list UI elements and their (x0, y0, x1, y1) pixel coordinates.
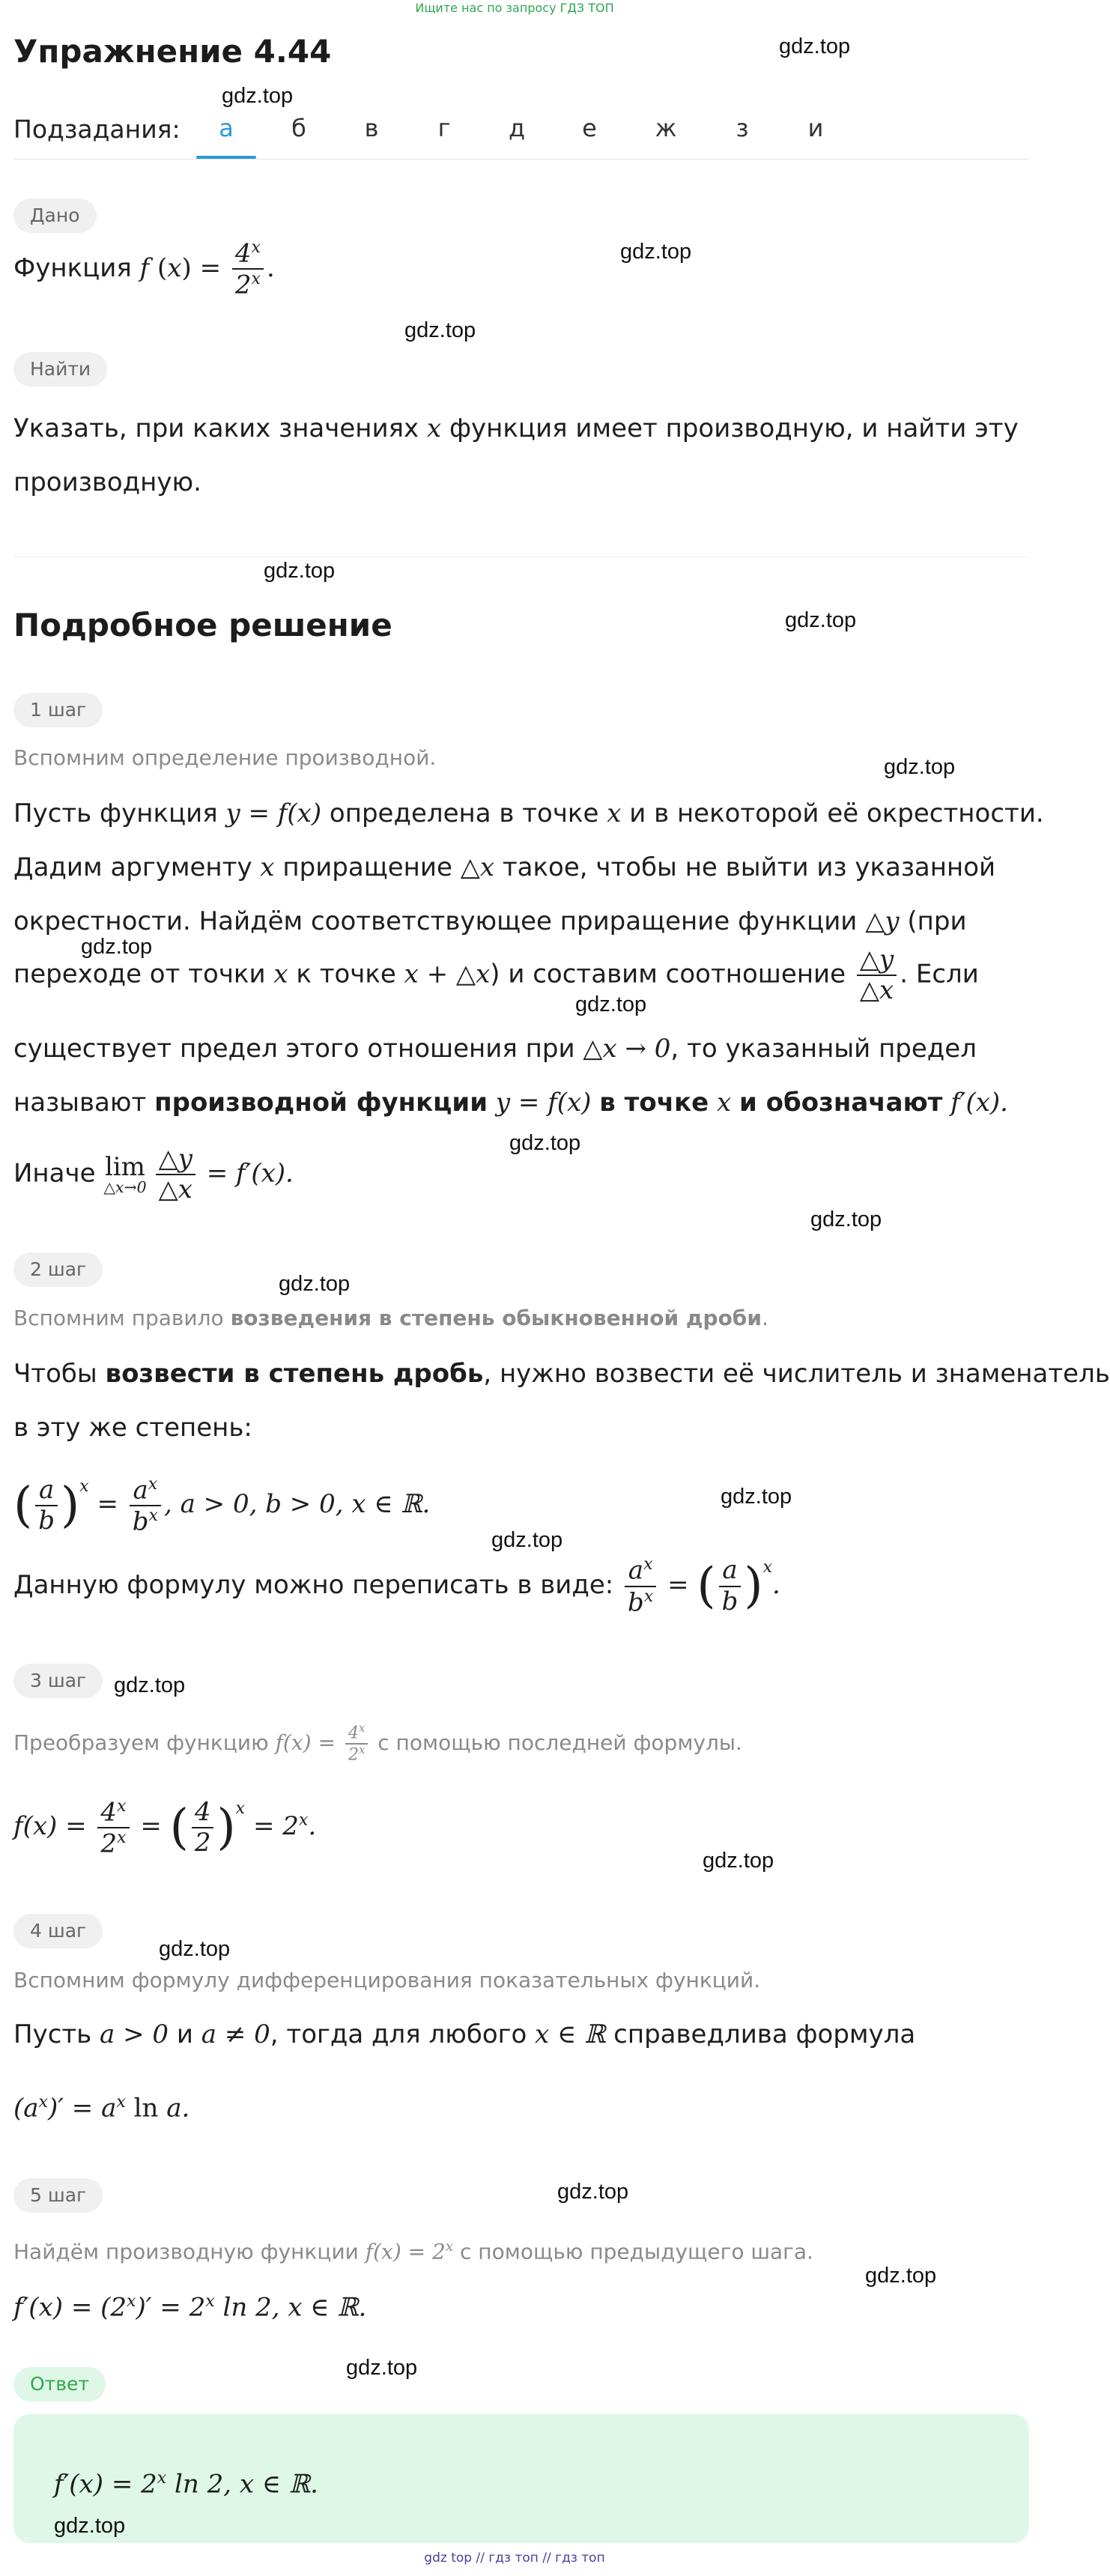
step-4-formula: $(a^x)' = a^x$ ln a. (13, 2092, 190, 2124)
tab-zh[interactable]: ж (655, 114, 677, 142)
top-banner: Ищите нас по запросу ГДЗ ТОП (415, 1, 614, 15)
watermark: gdz.top (159, 1937, 231, 1961)
step-1-line-3: окрестности. Найдём соответствующее приращение функции △y (при (13, 906, 967, 936)
watermark: gdz.top (54, 2514, 126, 2538)
step-1-intro: Вспомним определение производной. (13, 745, 437, 770)
step-1-line-4: переходе от точки x к точке x + △x) и составим соотношение $\frac{\triangle y}{\triangle x}$ . Если (13, 945, 979, 1006)
watermark: gdz.top (779, 34, 851, 58)
watermark: gdz.top (222, 84, 294, 108)
step-4-pill: 4 шаг (13, 1914, 103, 1948)
step-3-intro: Преобразуем функцию f(x) = $\frac{4^x}{2^x}$ с помощью последней формулы. (13, 1722, 742, 1765)
step-2-line-1: Чтобы возвести в степень дробь, нужно возвести её числитель и знаменатель (13, 1359, 1110, 1389)
step-2-pill: 2 шаг (13, 1252, 103, 1287)
given-formula: f (139, 252, 150, 283)
step-1-line-5: существует предел этого отношения при △x → 0, то указанный предел (13, 1034, 977, 1064)
step-5-intro: Найдём производную функции $f(x) = 2^x$ с помощью предыдущего шага. (13, 2239, 813, 2264)
step-2-line-2: в эту же степень: (13, 1413, 252, 1443)
watermark: gdz.top (575, 992, 647, 1016)
step-1-pill: 1 шаг (13, 693, 103, 727)
tab-v[interactable]: в (364, 114, 379, 142)
tab-d[interactable]: д (508, 114, 526, 142)
answer-pill: Ответ (13, 2367, 106, 2401)
watermark: gdz.top (491, 1528, 563, 1552)
step-1-line-1: Пусть функция y = f(x) определена в точке x и в некоторой её окрестности. (13, 798, 1044, 828)
step-1-line-7: Иначе lim △x→0 $\frac{\triangle y}{\triangle x}$ = f′(x). (13, 1144, 294, 1205)
given-prefix: Функция (13, 252, 140, 283)
page-title: Упражнение 4.44 (13, 33, 332, 70)
step-4-intro: Вспомним формулу дифференцирования показательных функций. (13, 1968, 761, 1992)
watermark: gdz.top (884, 755, 956, 779)
step-2-line-4: Данную формулу можно переписать в виде: $\frac{a^x}{b^x}$ = ( $\frac{a}{b}$ )$^x$. (13, 1554, 780, 1617)
watermark: gdz.top (404, 318, 476, 342)
watermark: gdz.top (620, 240, 692, 264)
step-2-formula: ( $\frac{a}{b}$ )$^x$ = $\frac{a^x}{b^x}$ , a > 0, b > 0, x ∈ ℝ. (13, 1473, 431, 1537)
watermark: gdz.top (703, 1849, 774, 1873)
find-line-2: производную. (13, 467, 201, 497)
find-line-1: Указать, при каких значениях x функция имеет производную, и найти эту (13, 413, 1019, 443)
step-5-pill: 5 шаг (13, 2178, 103, 2213)
step-1-line-6: называют производной функции y = f(x) в точке x и обозначают f′(x). (13, 1088, 1008, 1118)
watermark: gdz.top (865, 2264, 937, 2288)
watermark: gdz.top (279, 1272, 351, 1296)
step-3-pill: 3 шаг (13, 1664, 103, 1698)
answer-formula: $f'(x) = 2^x$ ln 2, x ∈ ℝ. (54, 2468, 318, 2500)
tab-a[interactable]: а (219, 114, 234, 142)
footer-links[interactable]: gdz top // гдз топ // гдз топ (424, 2551, 605, 2566)
given-pill: Дано (13, 198, 97, 233)
step-2-intro: Вспомним правило возведения в степень обыкновенной дроби. (13, 1306, 768, 1330)
watermark: gdz.top (721, 1485, 792, 1509)
divider (13, 159, 1029, 160)
watermark: gdz.top (785, 608, 857, 632)
step-5-formula: $f'(x) = (2^x)' = 2^x$ ln 2, x ∈ ℝ. (13, 2291, 367, 2323)
step-4-line-1: Пусть a > 0 и a ≠ 0, тогда для любого x ∈ ℝ справедлива формула (13, 2019, 916, 2049)
given-function: Функция f (x) = $\frac{4^x}{2^x}$ . (13, 237, 275, 300)
tab-g[interactable]: г (437, 114, 451, 142)
step-3-formula: f(x) = $\frac{4^x}{2^x}$ = ( $\frac{4}{2}$ )$^x = 2^x$. (13, 1795, 317, 1859)
find-pill: Найти (13, 352, 107, 387)
watermark: gdz.top (81, 935, 153, 959)
tab-z[interactable]: з (736, 114, 749, 142)
given-fraction: $\frac{4^x}{2^x}$ (232, 238, 264, 300)
step-1-line-2: Дадим аргументу x приращение △x такое, чтобы не выйти из указанной (13, 852, 996, 882)
solution-title: Подробное решение (13, 607, 392, 643)
tab-e[interactable]: е (582, 114, 597, 142)
watermark: gdz.top (346, 2356, 418, 2380)
tab-i[interactable]: и (807, 114, 824, 142)
watermark: gdz.top (114, 1673, 186, 1697)
watermark: gdz.top (509, 1131, 581, 1155)
watermark: gdz.top (264, 559, 336, 583)
watermark: gdz.top (557, 2180, 629, 2204)
watermark: gdz.top (810, 1207, 882, 1231)
subtasks-label: Подзадания: (13, 115, 181, 144)
tab-b[interactable]: б (291, 114, 306, 142)
